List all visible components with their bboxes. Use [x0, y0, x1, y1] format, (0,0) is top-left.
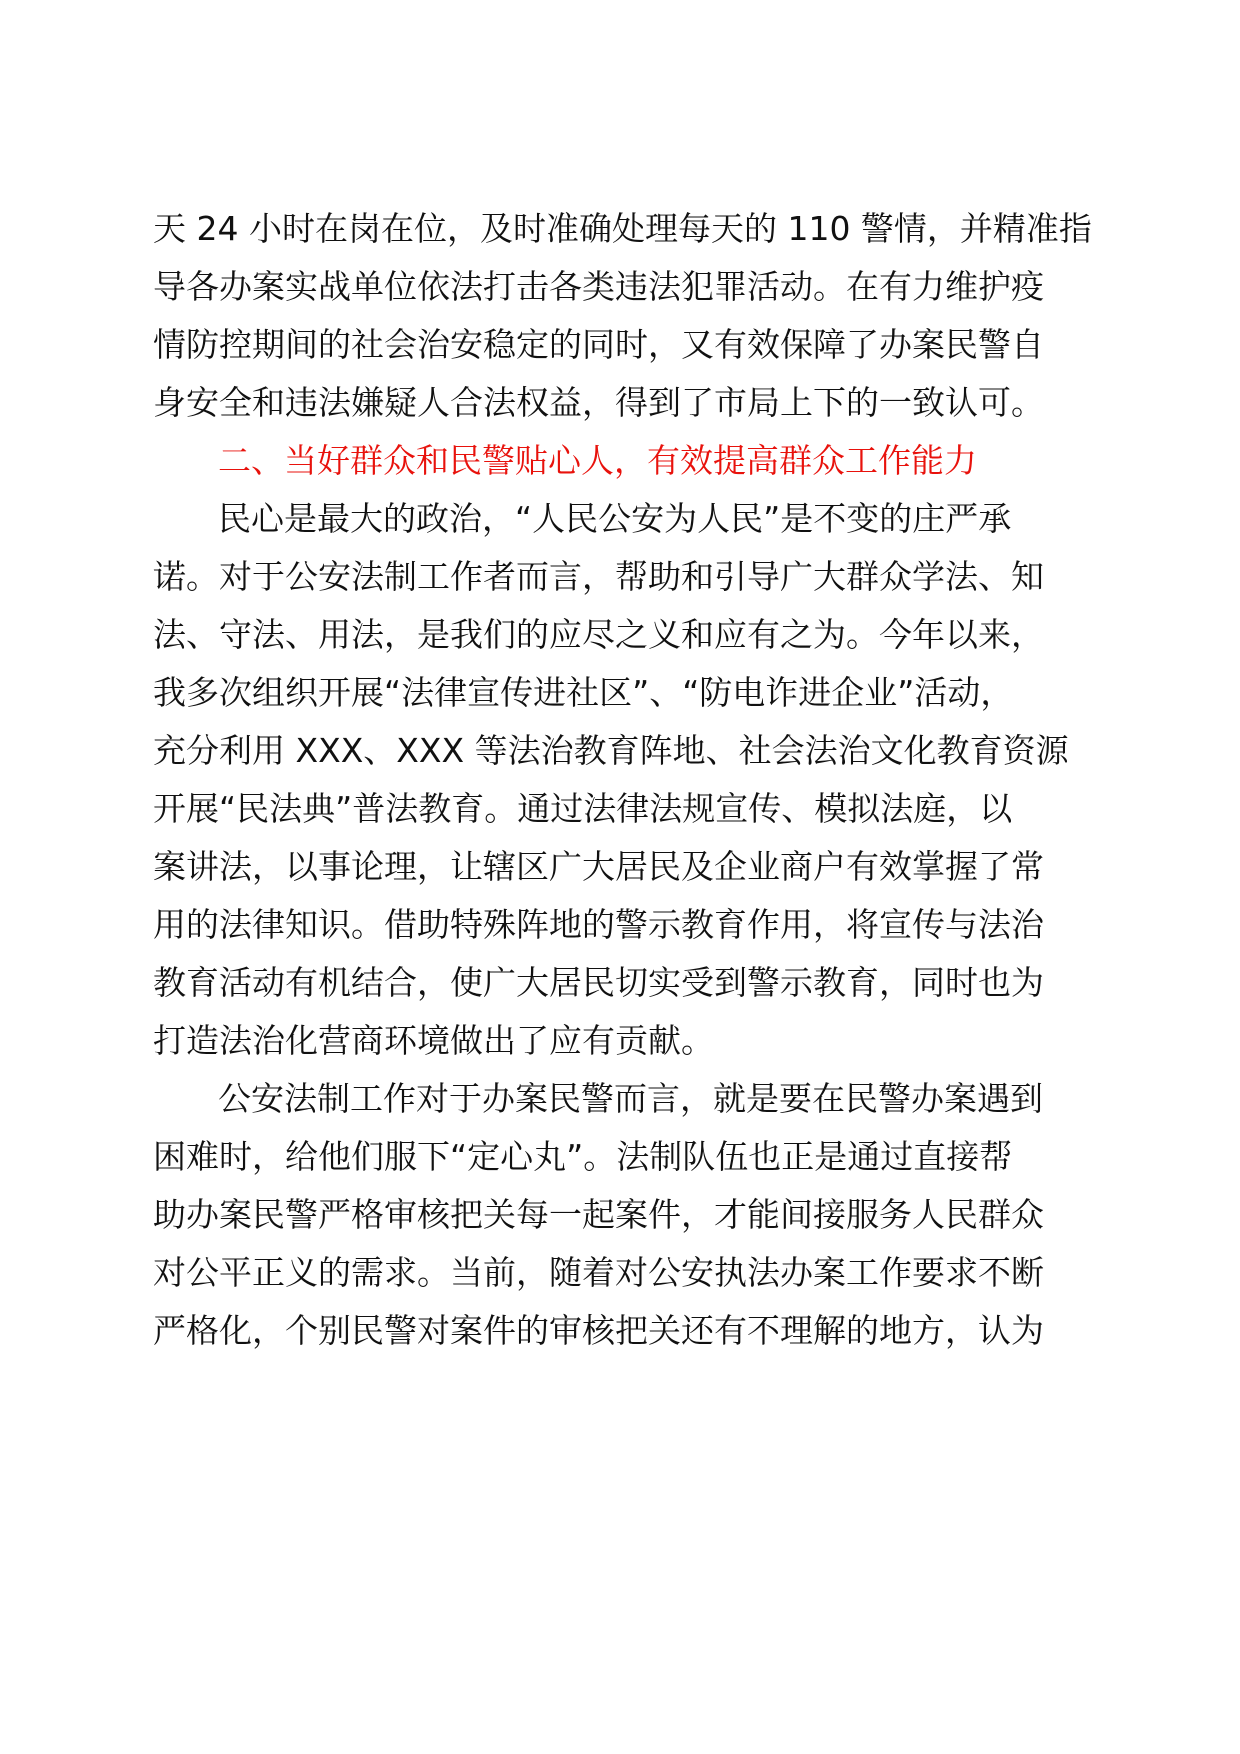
- text-line: 法、守法、用法，是我们的应尽之义和应有之为。今年以来，: [153, 615, 1044, 654]
- text-line: 我多次组织开展“法律宣传进社区”、“防电诈进企业”活动，: [153, 673, 1014, 712]
- text-line: 民心是最大的政治，“人民公安为人民”是不变的庄严承: [218, 499, 1012, 538]
- text-line: 诺。对于公安法制工作者而言，帮助和引导广大群众学法、知: [153, 557, 1044, 596]
- text-line: 公安法制工作对于办案民警而言，就是要在民警办案遇到: [218, 1079, 1043, 1118]
- text-line: 教育活动有机结合，使广大居民切实受到警示教育，同时也为: [153, 963, 1044, 1002]
- text-line: 用的法律知识。借助特殊阵地的警示教育作用，将宣传与法治: [153, 905, 1044, 944]
- text-line: 情防控期间的社会治安稳定的同时，又有效保障了办案民警自: [153, 325, 1044, 364]
- text-line: 开展“民法典”普法教育。通过法律法规宣传、模拟法庭，以: [153, 789, 1013, 828]
- text-line: 对公平正义的需求。当前，随着对公安执法办案工作要求不断: [153, 1253, 1044, 1292]
- text-line: 身安全和违法嫌疑人合法权益，得到了市局上下的一致认可。: [153, 383, 1044, 422]
- text-line: 天 24 小时在岗在位，及时准确处理每天的 110 警情，并精准指: [153, 209, 1092, 248]
- text-line: 充分利用 XXX、XXX 等法治教育阵地、社会法治文化教育资源: [153, 731, 1069, 770]
- text-line: 案讲法，以事论理，让辖区广大居民及企业商户有效掌握了常: [153, 847, 1044, 886]
- text-line: 困难时，给他们服下“定心丸”。法制队伍也正是通过直接帮: [153, 1137, 1013, 1176]
- text-line: 严格化，个别民警对案件的审核把关还有不理解的地方，认为: [153, 1311, 1044, 1350]
- text-line: 打造法治化营商环境做出了应有贡献。: [153, 1021, 714, 1060]
- text-line: 导各办案实战单位依法打击各类违法犯罪活动。在有力维护疫: [153, 267, 1044, 306]
- section-heading: 二、当好群众和民警贴心人，有效提高群众工作能力: [218, 441, 977, 480]
- text-line: 助办案民警严格审核把关每一起案件，才能间接服务人民群众: [153, 1195, 1044, 1234]
